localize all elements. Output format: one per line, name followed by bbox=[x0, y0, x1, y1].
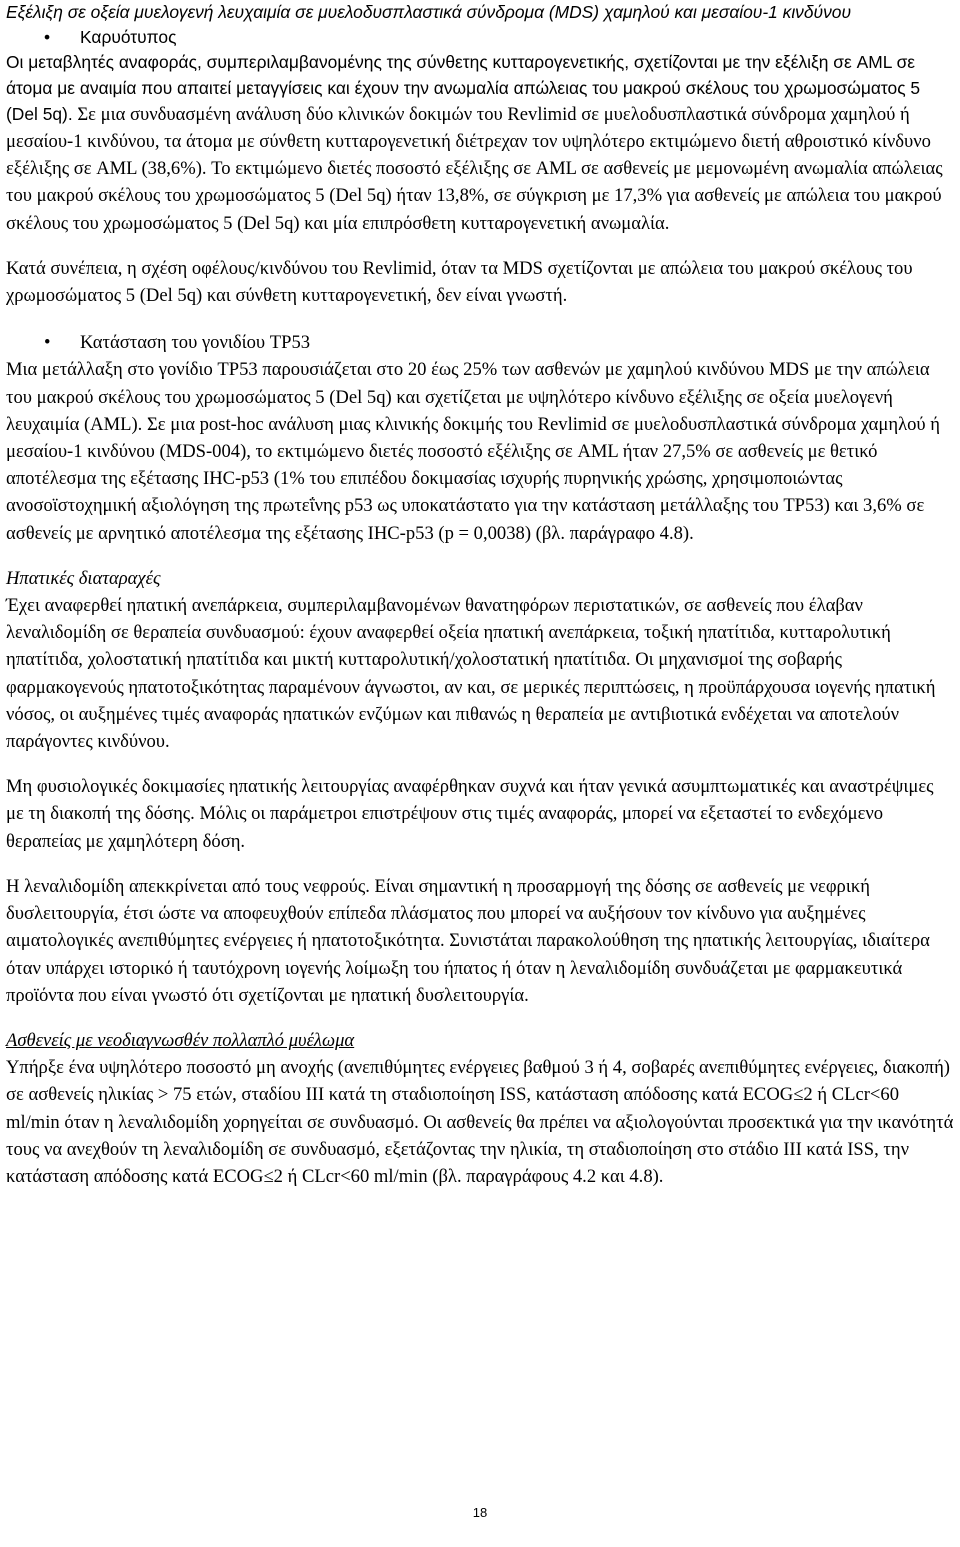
paragraph-benefit-risk: Κατά συνέπεια, η σχέση οφέλους/κινδύνου του Revlimid, όταν τα MDS σχετίζονται με απώλεια του μακρού σκέλους του χρωμοσώματος 5 (Del 5q) και σύνθετη κυτταρογενετική, δεν είναι γνωστή. bbox=[6, 257, 913, 307]
page-number: 18 bbox=[472, 1505, 488, 1520]
paragraph-hepatic-2: Μη φυσιολογικές δοκιμασίες ηπατικής λειτουργίας αναφέρθηκαν συχνά και ήταν γενικά ασυμπτωματικές και αναστρέψιμες με τη διακοπή της δόσης. Μόλις οι παράμετροι επιστρέψουν στις τιμές αναφοράς, μπορεί να εξεταστεί το ενδεχόμενο θεραπείας με χαμηλότερη δόση. bbox=[6, 776, 934, 852]
bullet-karyotype bbox=[6, 25, 954, 50]
bullet-dot: • bbox=[44, 27, 51, 48]
paragraph-karyotype bbox=[6, 50, 954, 236]
bullet-karyotype-label: Καρυότυπος bbox=[80, 27, 177, 48]
section-heading-hepatic: Ηπατικές διαταραχές bbox=[6, 567, 161, 589]
paragraph-karyotype-part1: Οι μεταβλητές αναφοράς, συμπεριλαμβανομένης της σύνθετης κυτταρογενετικής, σχετίζονται με την εξέλιξη σε AML σε άτομα με αναιμία που απαιτεί μεταγγίσεις και έχουν την ανωμαλία απώλειας του μακρού σκέλους του χρωμοσώματος 5 (Del 5q). bbox=[6, 52, 921, 124]
bullet-tp53-label: Κατάσταση του γονιδίου TP53 bbox=[80, 332, 311, 354]
paragraph-tp53: Μια μετάλλαξη στο γονίδιο TP53 παρουσιάζεται στο 20 έως 25% των ασθενών με χαμηλού κινδύνου MDS με την απώλεια του μακρού σκέλους του χρωμοσώματος 5 (Del 5q) και σχετίζεται με υψηλότερο κίνδυνο εξέλιξης σε οξεία μυελογενή λευχαιμία (AML). Σε μια post-hoc ανάλυση μιας κλινικής δοκιμής του Revlimid σε μυελοδυσπλαστικά σύνδρομα χαμηλού ή μεσαίου-1 κινδύνου (MDS-004), το εκτιμώμενο διετές ποσοστό εξέλιξης σε AML ήταν 27,5% σε ασθενείς με θετικό αποτέλεσμα της εξέτασης IHC-p53 (1% του επιπέδου δοκιμασίας ισχυρής πυρηνικής χρώσης, χρησιμοποιώντας ανοσοϊστοχημική αξιολόγηση της πρωτεΐνης p53 ως υποκατάστατο για την κατάσταση μετάλλαξης του TP53) και 3,6% σε ασθενείς με αρνητικό αποτέλεσμα της εξέτασης IHC-p53 (p = 0,0038) (βλ. παράγραφο 4.8). bbox=[6, 359, 940, 544]
paragraph-hepatic-3: Η λεναλιδομίδη απεκκρίνεται από τους νεφρούς. Είναι σημαντική η προσαρμογή της δόσης σε ασθενείς με νεφρική δυσλειτουργία, έτσι ώστε να αποφευχθούν επίπεδα πλάσματος που μπορεί να αυξήσουν τον κίνδυνο για αυξημένες αιματολογικές ανεπιθύμητες ενέργειες ή ηπατοτοξικότητα. Συνιστάται παρακολούθηση της ηπατικής λειτουργίας, ιδιαίτερα όταν υπάρχει ιστορικό ή ταυτόχρονη ιογενής λοίμωξη του ήπατος ή όταν η λεναλιδομίδη συνδυάζεται με φαρμακευτικά προϊόντα που είναι γνωστό ότι σχετίζονται με ηπατική δυσλειτουργία. bbox=[6, 875, 930, 1006]
section-heading-aml-progression: Εξέλιξη σε οξεία μυελογενή λευχαιμία σε μυελοδυσπλαστικά σύνδρομα (MDS) χαμηλού και μεσαίου-1 κινδύνου bbox=[6, 2, 852, 22]
paragraph-myeloma: Υπήρξε ένα υψηλότερο ποσοστό μη ανοχής (ανεπιθύμητες ενέργειες βαθμού 3 ή 4, σοβαρές ανεπιθύμητες ενέργειες, διακοπή) σε ασθενείς ηλικίας > 75 ετών, σταδίου III κατά τη σταδιοποίηση ISS, κατάσταση απόδοσης κατά ECOG≤2 ή CLcr<60 ml/min όταν η λεναλιδομίδη χορηγείται σε συνδυασμό. Οι ασθενείς θα πρέπει να αξιολογούνται προσεκτικά για την ικανότητά τους να ανεχθούν τη λεναλιδομίδη σε συνδυασμό, εξετάζοντας την ηλικία, τη σταδιοποίηση στο στάδιο III κατά ISS, την κατάσταση απόδοσης κατά ECOG≤2 ή CLcr<60 ml/min (βλ. παραγράφους 4.2 και 4.8). bbox=[6, 1057, 954, 1187]
paragraph-karyotype-part2: Σε μια συνδυασμένη ανάλυση δύο κλινικών δοκιμών του Revlimid σε μυελοδυσπλαστικά σύνδρομα χαμηλού ή μεσαίου-1 κινδύνου, τα άτομα με σύνθετη κυτταρογενετική διέτρεχαν τον υψηλότερο εκτιμώμενο διετή αθροιστικό κίνδυνο εξέλιξης σε AML (38,6%). Το εκτιμώμενο διετές ποσοστό εξέλιξης σε AML σε ασθενείς με μεμονωμένη ανωμαλία απώλειας του μακρού σκέλους του χρωμοσώματος 5 (Del 5q) ήταν 13,8%, σε σύγκριση με 17,3% για ασθενείς με απώλεια του μακρού σκέλους του χρωμοσώματος 5 (Del 5q) και μία επιπρόσθετη κυτταρογενετική ανωμαλία. bbox=[6, 103, 943, 234]
paragraph-hepatic-1: Έχει αναφερθεί ηπατική ανεπάρκεια, συμπεριλαμβανομένων θανατηφόρων περιστατικών, σε ασθενείς που έλαβαν λεναλιδομίδη σε θεραπεία συνδυασμού: έχουν αναφερθεί οξεία ηπατική ανεπάρκεια, τοξική ηπατίτιδα, κυτταρολυτική ηπατίτιδα, χολοστατική ηπατίτιδα και μικτή κυτταρολυτική/χολοστατική ηπατίτιδα. Οι μηχανισμοί της σοβαρής φαρμακογενούς ηπατοτοξικότητας παραμένουν άγνωστοι, αν και, σε μερικές περιπτώσεις, η προϋπάρχουσα ιογενής ηπατική νόσος, οι αυξημένες τιμές αναφοράς ηπατικών ενζύμων και πιθανώς η θεραπεία με αντιβιοτικά ενδέχεται να αποτελούν παράγοντες κινδύνου. bbox=[6, 595, 936, 753]
bullet-tp53 bbox=[6, 329, 954, 356]
document-page bbox=[6, 0, 954, 1190]
bullet-dot: • bbox=[44, 332, 51, 354]
section-heading-myeloma: Ασθενείς με νεοδιαγνωσθέν πολλαπλό μυέλωμα bbox=[6, 1029, 355, 1051]
